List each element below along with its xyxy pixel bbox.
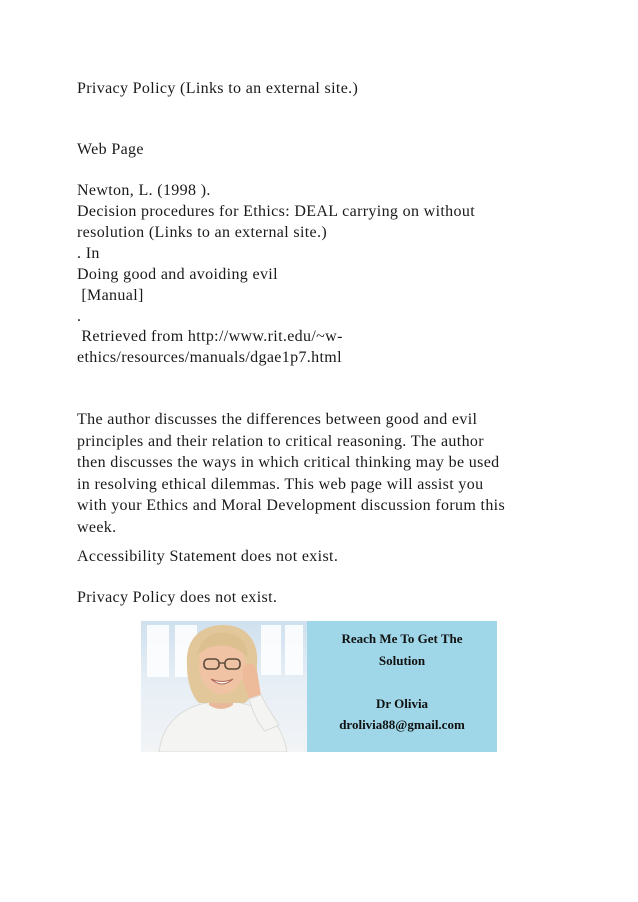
contact-name: Dr Olivia xyxy=(375,696,429,711)
citation-dot: . xyxy=(77,308,82,325)
citation-author-year: Newton, L. (1998 ). xyxy=(77,182,211,199)
contact-banner xyxy=(141,621,497,752)
contact-email[interactable]: drolivia88@gmail.com xyxy=(339,717,465,732)
description-line: week. xyxy=(77,518,117,536)
citation-retrieved-line-1: Retrieved from http://www.rit.edu/~w- xyxy=(77,328,343,345)
source-type-label: Web Page xyxy=(77,141,144,158)
description-paragraph xyxy=(77,409,557,538)
banner-headline-line-2: Solution xyxy=(378,653,426,668)
description-line: principles and their relation to critical reasoning. The author xyxy=(77,432,484,450)
woman-illustration xyxy=(141,621,307,752)
citation-title-line-1[interactable]: Decision procedures for Ethics: DEAL carrying on without xyxy=(77,203,476,220)
description-line: with your Ethics and Moral Development discussion forum this xyxy=(77,497,506,514)
woman-portrait-photo xyxy=(141,621,307,752)
contact-info-panel xyxy=(307,621,497,752)
description-line: then discusses the ways in which critical thinking may be used xyxy=(77,454,500,471)
accessibility-note: Accessibility Statement does not exist. xyxy=(77,548,339,565)
privacy-note: Privacy Policy does not exist. xyxy=(77,589,278,606)
description-line: The author discusses the differences between good and evil xyxy=(77,411,478,428)
description-line: in resolving ethical dilemmas. This web page will assist you xyxy=(77,475,484,493)
privacy-policy-link-text[interactable]: Privacy Policy (Links to an external site.) xyxy=(77,80,359,97)
citation-title-line-2[interactable]: resolution (Links to an external site.) xyxy=(77,224,328,241)
citation-in: . In xyxy=(77,245,100,262)
citation-book-title: Doing good and avoiding evil xyxy=(77,266,278,283)
citation-retrieved-line-2: ethics/resources/manuals/dgae1p7.html xyxy=(77,349,342,366)
banner-headline-line-1: Reach Me To Get The xyxy=(341,631,463,646)
citation-medium: [Manual] xyxy=(77,287,144,304)
